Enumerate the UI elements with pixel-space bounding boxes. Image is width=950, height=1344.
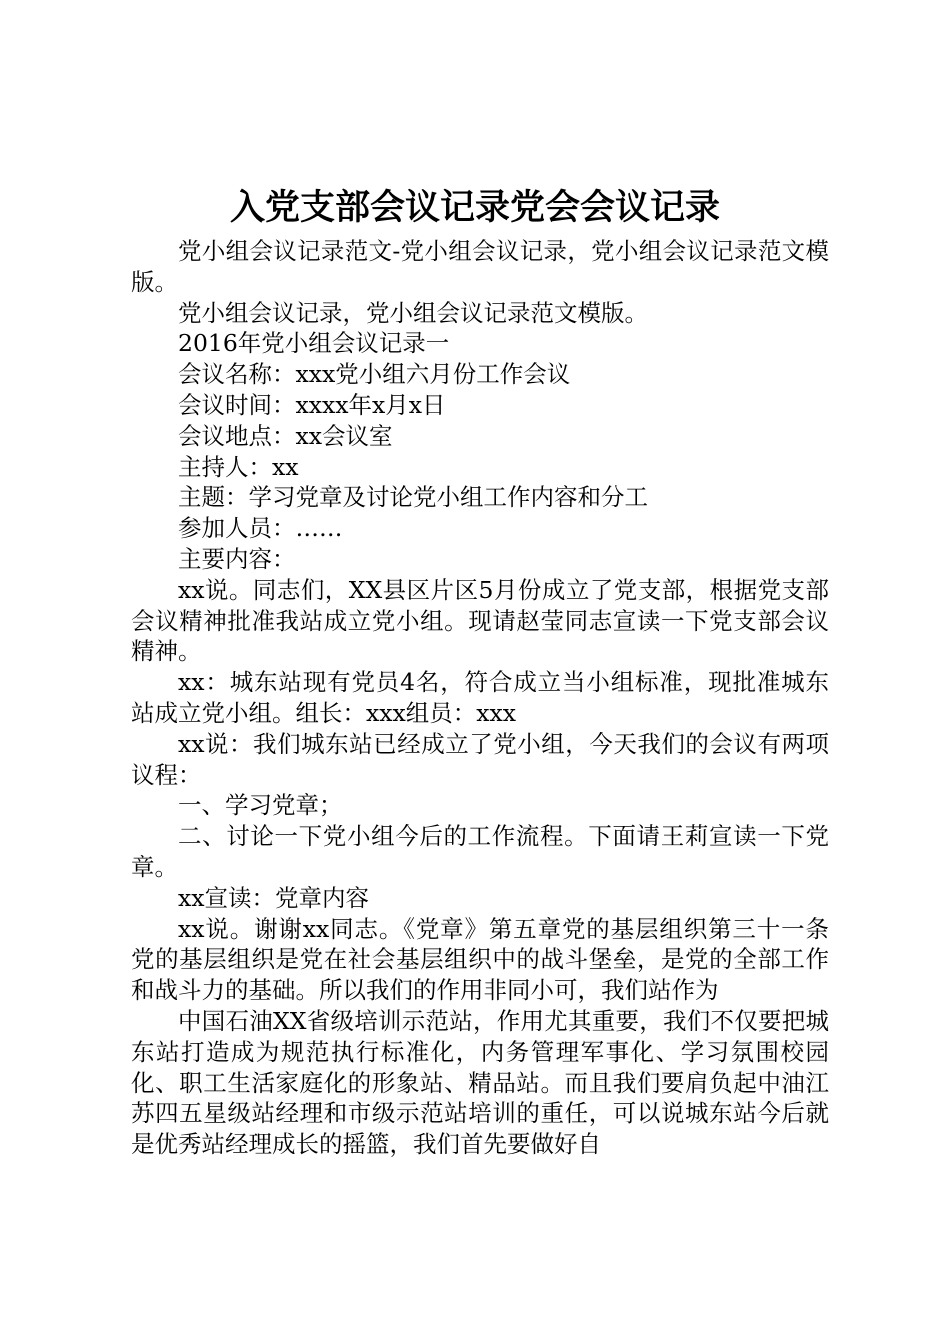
paragraph: 主题：学习党章及讨论党小组工作内容和分工 (178, 483, 648, 512)
paragraph: 主持人：xx (178, 452, 299, 481)
paragraph: 一、学习党章； (178, 791, 343, 820)
paragraph: xx说：我们城东站已经成立了党小组，今天我们的会议有两项议程： (131, 729, 829, 789)
paragraph: 党小组会议记录范文-党小组会议记录，党小组会议记录范文模版。 (131, 237, 829, 296)
paragraph: xx说。同志们，XX县区片区5月份成立了党支部，根据党支部会议精神批准我站成立党小组。现请赵莹同志宣读一下党支部会议精神。 (131, 575, 829, 666)
paragraph: 参加人员：…… (178, 514, 343, 543)
paragraph: 中国石油XX省级培训示范站，作用尤其重要，我们不仅要把城东站打造成为规范执行标准化，内务管理军事化、学习氛围校园化、职工生活家庭化的形象站、精品站。而且我们要肩负起中油江苏四五星级站经理和市级示范站培训的重任，可以说城东站今后就是优秀站经理成长的摇篮，我们首先要做好自 (131, 1006, 829, 1159)
paragraph: 主要内容： (178, 544, 296, 573)
document-body (131, 236, 829, 1160)
paragraph: xx说。谢谢xx同志。《党章》第五章党的基层组织第三十一条党的基层组织是党在社会基层组织中的战斗堡垒，是党的全部工作和战斗力的基础。所以我们的作用非同小可，我们站作为 (131, 914, 829, 1005)
paragraph: 会议时间：xxxx年x月x日 (178, 390, 446, 419)
document-title: 入党支部会议记录党会会议记录 (229, 187, 720, 228)
paragraph: 党小组会议记录，党小组会议记录范文模版。 (178, 298, 648, 327)
paragraph: xx宣读：党章内容 (178, 883, 370, 912)
paragraph: 会议地点：xx会议室 (178, 421, 393, 450)
paragraph: 二、讨论一下党小组今后的工作流程。下面请王莉宣读一下党章。 (131, 822, 829, 881)
paragraph: 会议名称：xxx党小组六月份工作会议 (178, 360, 571, 389)
paragraph: xx：城东站现有党员4名，符合成立当小组标准，现批准城东站成立党小组。组长：xxx组员：xxx (131, 668, 829, 727)
paragraph: 2016年党小组会议记录一 (178, 329, 450, 358)
